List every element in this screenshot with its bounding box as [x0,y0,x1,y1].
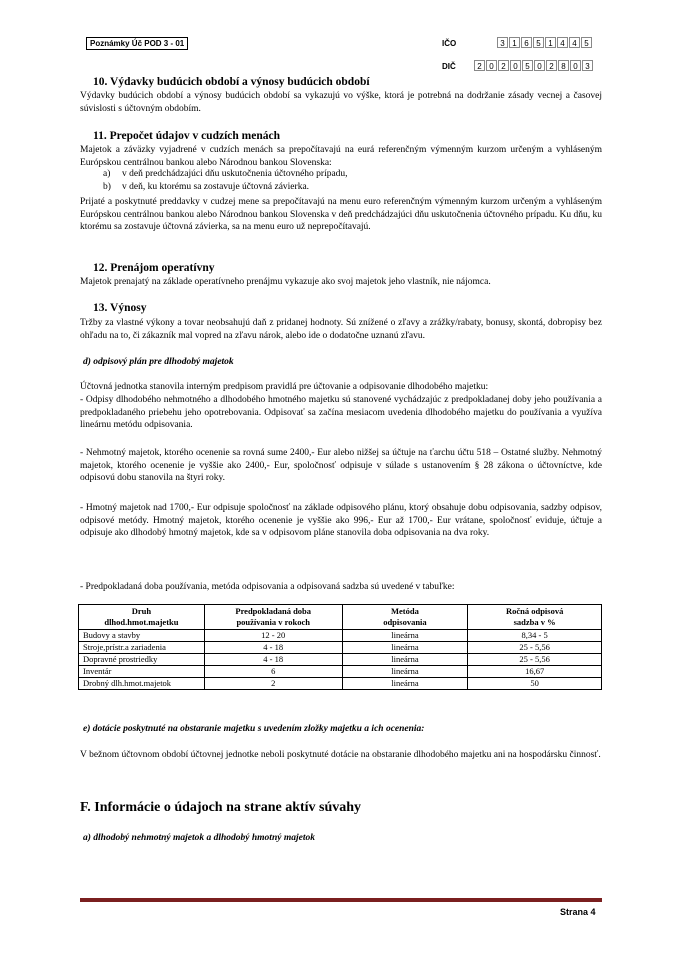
sec10-text: Výdavky budúcich období a výnosy budúcich období sa vykazujú vo výške, ktorá je potrebná na dodržanie zásady vecnej a časovej súvislosti s účtovným obdobím. [80,91,602,114]
table-row [79,678,602,690]
table-cell: lineárna [342,666,468,678]
dic-digit: 2 [474,60,485,71]
dic-digit: 0 [534,60,545,71]
table-cell: Stroje,prístr.a zariadenia [79,642,205,654]
table-header: Predpokladaná doba používania v rokoch [204,605,342,630]
ico-digit: 3 [497,37,508,48]
sec13-title: 13. Výnosy [93,302,147,314]
sec11-item-b: v deň, ku ktorému sa zostavuje účtovná závierka. [122,182,310,192]
table-cell: lineárna [342,642,468,654]
table-cell: 16,67 [468,666,602,678]
table-cell: Dopravné prostriedky [79,654,205,666]
table-cell: Drobný dlh.hmot.majetok [79,678,205,690]
table-cell: 25 - 5,56 [468,654,602,666]
sec-e-title: e) dotácie poskytnuté na obstaranie majetku s uvedením zložky majetku a ich ocenenia: [83,724,425,734]
table-cell: 2 [204,678,342,690]
sec-f-sub-a: a) dlhodobý nehmotný majetok a dlhodobý hmotný majetok [83,833,315,843]
table-header: Metóda odpisovania [342,605,468,630]
dic-digit: 3 [582,60,593,71]
sec-d-p4: - Hmotný majetok nad 1700,- Eur odpisuje spoločnosť na základe odpisového plánu, ktorý obsahuje dobu odpisovania, sadzby odpisov, odpisové metódy. Hmotný majetok, ktorého ocenenie je vyššie ako 996,- Eur až 1700,- Eur vrátane, spoločnosť eviduje, účtuje a odpisuje ako dlhodobý hmotný majetok, kde sa v odpisovom pláne stanovila doba odpisovania na dva roky. [80,503,602,538]
sec11-title: 11. Prepočet údajov v cudzích menách [93,130,280,142]
dic-digit: 2 [546,60,557,71]
table-cell: 8,34 - 5 [468,630,602,642]
form-label: Poznámky Úč POD 3 - 01 [86,37,188,50]
sec11-item-a-marker: a) [103,169,111,179]
footer-rule [80,898,602,902]
dic-label: DIČ [442,62,456,71]
sec-d-p3: - Nehmotný majetok, ktorého ocenenie sa rovná sume 2400,- Eur alebo nižšej sa účtuje na ťarchu účtu 518 – Ostatné služby. Nehmotný majetok, ktorého ocenenie je vyššie ako 2400,- Eur, spoločnosť odpisuje v súlade s ustanovením § 28 zákona o účtovníctve, kde odpisovú dobu stanovila na štyri roky. [80,448,602,483]
table-cell: 12 - 20 [204,630,342,642]
sec-d-title: d) odpisový plán pre dlhodobý majetok [83,357,234,367]
table-cell: 4 - 18 [204,654,342,666]
table-row [79,666,602,678]
table-header-row [79,605,602,630]
sec12-text: Majetok prenajatý na základe operatívneho prenájmu vykazuje ako svoj majetok jeho vlastník, nie nájomca. [80,277,491,287]
table-cell: 25 - 5,56 [468,642,602,654]
dic-digit: 5 [522,60,533,71]
table-header: Druh dlhod.hmot.majetku [79,605,205,630]
ico-digit: 4 [569,37,580,48]
table-cell: Budovy a stavby [79,630,205,642]
table-cell: 6 [204,666,342,678]
depreciation-table [78,604,602,690]
sec11-item-b-marker: b) [103,182,111,192]
sec-e-text: V bežnom účtovnom období účtovnej jednotke neboli poskytnuté dotácie na obstaranie dlhodobého majetku ani na hospodársku činnosť. [80,750,601,760]
sec13-text: Tržby za vlastné výkony a tovar neobsahujú daň z pridanej hodnoty. Sú znížené o zľavy a zrážky/rabaty, bonusy, skontá, dobropisy bez ohľadu na to, či zákazník mal vopred na zľavu nárok, alebo ide o dodatočne uznanú zľavu. [80,318,602,341]
table-cell: 4 - 18 [204,642,342,654]
dic-digit: 0 [510,60,521,71]
ico-digit: 5 [533,37,544,48]
table-cell: 50 [468,678,602,690]
table-cell: lineárna [342,678,468,690]
table-cell: lineárna [342,630,468,642]
sec11-text2: Prijaté a poskytnuté preddavky v cudzej mene sa prepočítavajú na menu euro referenčným výmenným kurzom určeným a vyhláseným Európskou centrálnou bankou alebo Národnou bankou Slovenska v deň predchádzajúci dňu uskutočnenia účtovného prípadu. Ku dňu, ku ktorému sa zostavuje účtovná závierka, sa na menu euro už neprepočítavajú. [80,197,602,232]
dic-digits [474,60,594,71]
sec-d-p2: - Odpisy dlhodobého nehmotného a dlhodobého hmotného majetku sú stanovené vychádzajúc z predpokladanej doby jeho používania a predpokladaného priebehu jeho opotrebovania. Odpisovať sa začína mesiacom uvedenia dlhodobého majetku do používania a využíva lineárnu metódu odpisovania. [80,395,602,430]
ico-digit: 6 [521,37,532,48]
table-row [79,642,602,654]
page-number: Strana 4 [560,907,596,917]
dic-digit: 0 [570,60,581,71]
table-cell: Inventár [79,666,205,678]
ico-digits [497,37,593,48]
dic-digit: 8 [558,60,569,71]
ico-digit: 1 [509,37,520,48]
sec-f-title: F. Informácie o údajoch na strane aktív súvahy [80,800,362,815]
ico-label: IČO [442,39,457,48]
table-header: Ročná odpisová sadzba v % [468,605,602,630]
sec11-intro: Majetok a záväzky vyjadrené v cudzích menách sa prepočítavajú na eurá referenčným výmenným kurzom určeným a vyhláseným Európskou centrálnou bankou alebo Národnou bankou Slovenska: [80,145,602,168]
table-cell: lineárna [342,654,468,666]
dic-digit: 0 [486,60,497,71]
sec-d-p1: Účtovná jednotka stanovila interným predpisom pravidlá pre účtovanie a odpisovanie dlhodobého majetku: [80,382,489,392]
sec10-title: 10. Výdavky budúcich období a výnosy budúcich období [93,76,370,88]
table-row [79,630,602,642]
ico-digit: 4 [557,37,568,48]
table-row [79,654,602,666]
ico-digit: 5 [581,37,592,48]
ico-digit: 1 [545,37,556,48]
sec11-item-a: v deň predchádzajúci dňu uskutočnenia účtovného prípadu, [122,169,348,179]
sec-d-p5: - Predpokladaná doba používania, metóda odpisovania a odpisovaná sadzba sú uvedené v tabuľke: [80,582,455,592]
dic-digit: 2 [498,60,509,71]
sec12-title: 12. Prenájom operatívny [93,262,215,274]
